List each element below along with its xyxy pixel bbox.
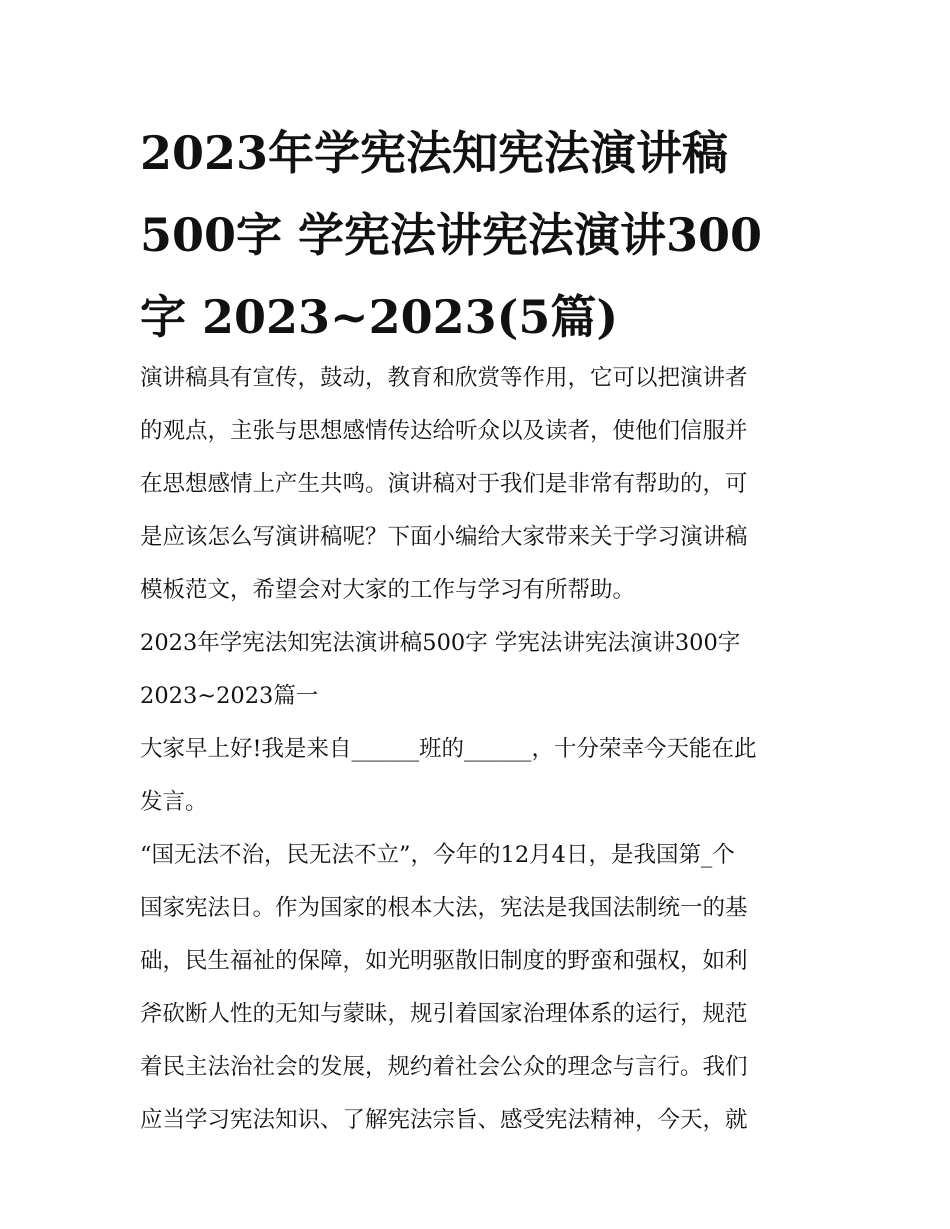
text-line: 在思想感情上产生共鸣。演讲稿对于我们是非常有帮助的，可 [140,471,748,497]
text-line: 国家宪法日。作为国家的根本大法，宪法是我国法制统一的基 [140,895,748,921]
title-line: 500字 学宪法讲宪法演讲300 [140,208,763,262]
text-line: 着民主法治社会的发展，规约着社会公众的理念与言行。我们 [140,1054,748,1080]
greeting-paragraph [140,723,840,829]
text-line: 2023年学宪法知宪法演讲稿500字 学宪法讲宪法演讲300字 [140,630,741,656]
text-line: 是应该怎么写演讲稿呢？下面小编给大家带来关于学习演讲稿 [140,524,748,550]
body-paragraph [140,829,840,1147]
text-line: “国无法不治，民无法不立”，今年的12月4日，是我国第_个 [140,842,735,868]
section-heading [140,617,840,723]
title-line: 字 2023~2023(5篇) [140,290,619,344]
text-line: 应当学习宪法知识、了解宪法宗旨、感受宪法精神，今天，就 [140,1107,748,1133]
text-line: 2023~2023篇一 [140,683,319,709]
intro-paragraph [140,352,840,617]
text-line: 斧砍断人性的无知与蒙昧，规引着国家治理体系的运行，规范 [140,1001,748,1027]
text-line: 演讲稿具有宣传，鼓动，教育和欣赏等作用，它可以把演讲者 [140,365,748,391]
text-line: 的观点，主张与思想感情传达给听众以及读者，使他们信服并 [140,418,748,444]
text-line: 模板范文，希望会对大家的工作与学习有所帮助。 [140,577,636,603]
title-line: 2023年学宪法知宪法演讲稿 [140,126,729,180]
text-line: 础，民生福祉的保障，如光明驱散旧制度的野蛮和强权，如利 [140,948,748,974]
document-body [140,352,840,1147]
text-line: 发言。 [140,789,208,815]
text-line: 大家早上好!我是来自______班的______，十分荣幸今天能在此 [140,736,757,762]
document-title [140,112,840,358]
